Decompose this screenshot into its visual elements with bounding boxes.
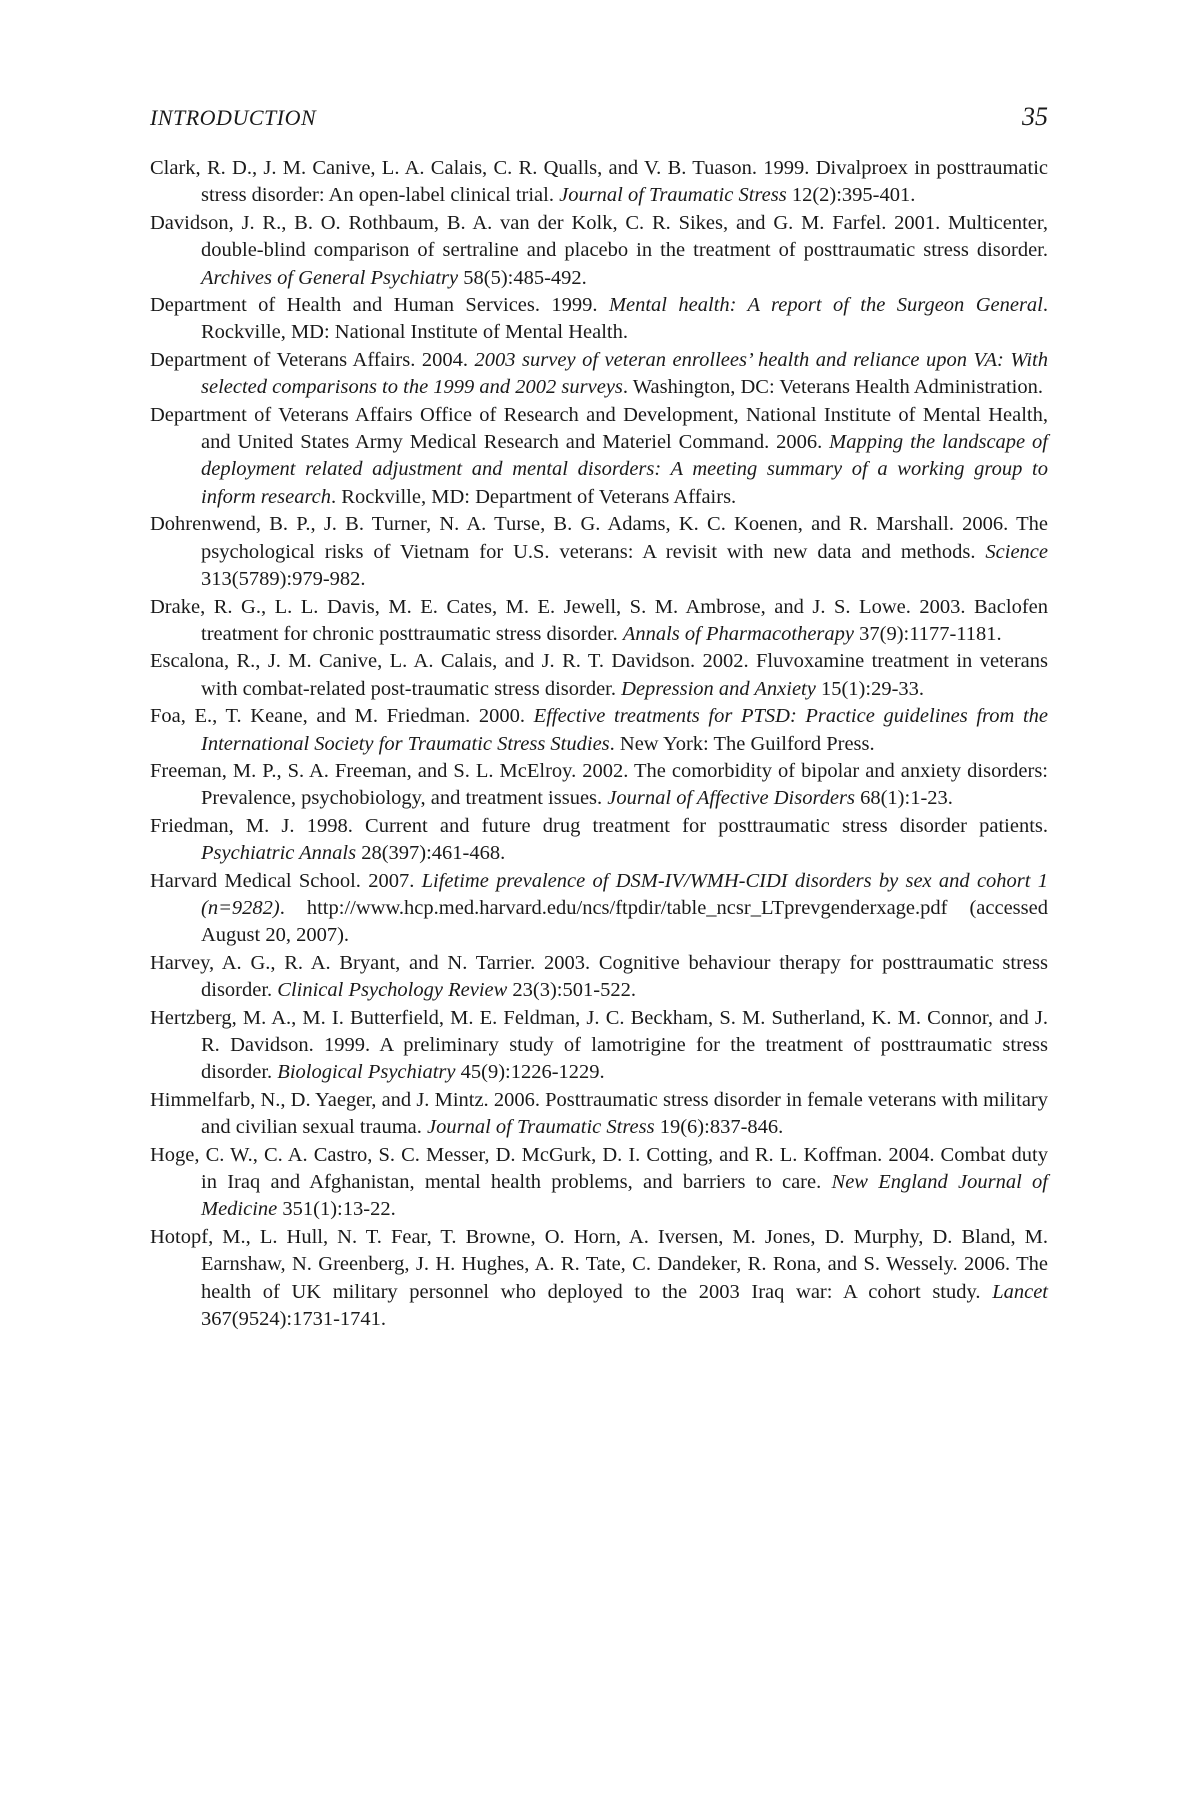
reference-details: 45(9):1226-1229. bbox=[455, 1061, 605, 1084]
reference-entry bbox=[150, 594, 1048, 649]
reference-source: Science bbox=[985, 540, 1048, 563]
reference-source: Effective treatments for PTSD: Practice guidelines from the International Society for Traumatic Stress Studies bbox=[201, 705, 1048, 755]
reference-entry bbox=[150, 1224, 1048, 1334]
reference-text: Department of Health and Human Services. 1999. bbox=[150, 294, 609, 317]
reference-source: Annals of Pharmacotherapy bbox=[622, 622, 855, 645]
reference-entry bbox=[150, 950, 1048, 1005]
reference-details: . New York: The Guilford Press. bbox=[609, 732, 875, 755]
reference-text: Dohrenwend, B. P., J. B. Turner, N. A. Turse, B. G. Adams, K. C. Koenen, and R. Marshall. 2006. The psychological risks of Vietnam for U.S. veterans: A revisit with new data and methods. bbox=[150, 513, 1048, 563]
reference-text: Department of Veterans Affairs. 2004. bbox=[150, 348, 475, 371]
reference-source: Psychiatric Annals bbox=[201, 842, 357, 865]
reference-source: Mapping the landscape of deployment related adjustment and mental disorders: A meeting summary of a working group to inform research bbox=[201, 431, 1048, 508]
reference-details: . Washington, DC: Veterans Health Administration. bbox=[622, 376, 1043, 399]
reference-details: 351(1):13-22. bbox=[277, 1198, 396, 1221]
reference-source: Journal of Affective Disorders bbox=[607, 787, 855, 810]
reference-text: Foa, E., T. Keane, and M. Friedman. 2000. bbox=[150, 705, 534, 728]
reference-list bbox=[150, 155, 1048, 1333]
reference-details: 15(1):29-33. bbox=[815, 677, 925, 700]
reference-entry bbox=[150, 1087, 1048, 1142]
page-number: 35 bbox=[1022, 102, 1048, 131]
reference-source: Journal of Traumatic Stress bbox=[427, 1116, 655, 1139]
reference-text: Hoge, C. W., C. A. Castro, S. C. Messer, D. McGurk, D. I. Cotting, and R. L. Koffman. 2004. Combat duty in Iraq and Afghanistan, mental health problems, and barriers to care. bbox=[150, 1143, 1048, 1194]
reference-entry bbox=[150, 648, 1048, 703]
reference-text: Himmelfarb, N., D. Yaeger, and J. Mintz. 2006. Posttraumatic stress disorder in female veterans with military and civilian sexual trauma. bbox=[150, 1088, 1048, 1139]
reference-entry bbox=[150, 210, 1048, 292]
reference-text: Davidson, J. R., B. O. Rothbaum, B. A. van der Kolk, C. R. Sikes, and G. M. Farfel. 2001. Multicenter, double-blind comparison of sertraline and placebo in the treatment of posttraumatic stress disorder. bbox=[150, 211, 1048, 262]
reference-source: Mental health: A report of the Surgeon General bbox=[608, 294, 1043, 317]
reference-source: Lancet bbox=[992, 1280, 1048, 1303]
reference-source: Depression and Anxiety bbox=[621, 677, 816, 700]
reference-text: Escalona, R., J. M. Canive, L. A. Calais, and J. R. T. Davidson. 2002. Fluvoxamine treatment in veterans with combat-related post-traumatic stress disorder. bbox=[150, 650, 1048, 700]
reference-entry bbox=[150, 1005, 1048, 1087]
reference-source: Biological Psychiatry bbox=[277, 1061, 456, 1084]
reference-details: 58(5):485-492. bbox=[458, 266, 587, 289]
reference-text: Harvey, A. G., R. A. Bryant, and N. Tarrier. 2003. Cognitive behaviour therapy for posttraumatic stress disorder. bbox=[150, 951, 1048, 1002]
reference-entry bbox=[150, 511, 1048, 593]
document-page bbox=[150, 102, 1048, 1333]
reference-source: New England Journal of Medicine bbox=[201, 1171, 1048, 1221]
reference-details: . Rockville, MD: Department of Veterans Affairs. bbox=[331, 485, 737, 508]
reference-details: 367(9524):1731-1741. bbox=[201, 1308, 387, 1331]
section-title: INTRODUCTION bbox=[150, 105, 317, 130]
reference-text: Department of Veterans Affairs Office of Research and Development, National Institute of Mental Health, and United States Army Medical Research and Materiel Command. 2006. bbox=[150, 403, 1048, 454]
reference-source: Lifetime prevalence of DSM-IV/WMH-CIDI disorders by sex and cohort 1 (n=9282) bbox=[201, 869, 1048, 919]
reference-details: . http://www.hcp.med.harvard.edu/ncs/ftpdir/table_ncsr_LTprevgenderxage.pdf (accessed August 20, 2007). bbox=[201, 896, 1048, 947]
reference-entry bbox=[150, 1142, 1048, 1224]
reference-details: 23(3):501-522. bbox=[507, 979, 636, 1002]
reference-details: 12(2):395-401. bbox=[786, 184, 916, 207]
reference-entry bbox=[150, 813, 1048, 868]
reference-text: Clark, R. D., J. M. Canive, L. A. Calais, C. R. Qualls, and V. B. Tuason. 1999. Divalproex in posttraumatic stress disorder: An open-label clinical trial. bbox=[150, 157, 1048, 207]
reference-text: Friedman, M. J. 1998. Current and future drug treatment for posttraumatic stress disorder patients. bbox=[150, 814, 1048, 837]
reference-entry bbox=[150, 292, 1048, 347]
reference-entry bbox=[150, 868, 1048, 950]
reference-entry bbox=[150, 758, 1048, 813]
reference-details: 68(1):1-23. bbox=[854, 787, 953, 810]
reference-entry bbox=[150, 155, 1048, 210]
reference-details: 313(5789):979-982. bbox=[201, 568, 366, 591]
reference-details: . Rockville, MD: National Institute of Mental Health. bbox=[201, 294, 1048, 344]
reference-source: Journal of Traumatic Stress bbox=[559, 184, 787, 207]
reference-text: Hotopf, M., L. Hull, N. T. Fear, T. Browne, O. Horn, A. Iversen, M. Jones, D. Murphy, D. Bland, M. Earnshaw, N. Greenberg, J. H. Hughes, A. R. Tate, C. Dandeker, R. Rona, and S. Wessely. 2006. The health of UK military personnel who deployed to the 2003 Iraq war: A cohort study. bbox=[150, 1225, 1048, 1303]
reference-source: 2003 survey of veteran enrollees’ health and reliance upon VA: With selected comparisons to the 1999 and 2002 surveys bbox=[201, 348, 1049, 399]
reference-details: 28(397):461-468. bbox=[356, 842, 506, 865]
running-header bbox=[150, 102, 1048, 132]
reference-source: Archives of General Psychiatry bbox=[201, 266, 459, 289]
reference-details: 19(6):837-846. bbox=[654, 1116, 784, 1139]
reference-text: Harvard Medical School. 2007. bbox=[150, 869, 422, 892]
reference-entry bbox=[150, 347, 1048, 402]
reference-text: Drake, R. G., L. L. Davis, M. E. Cates, M. E. Jewell, S. M. Ambrose, and J. S. Lowe. 2003. Baclofen treatment for chronic posttraumatic stress disorder. bbox=[150, 595, 1048, 645]
reference-text: Freeman, M. P., S. A. Freeman, and S. L. McElroy. 2002. The comorbidity of bipolar and anxiety disorders: Prevalence, psychobiology, and treatment issues. bbox=[150, 759, 1048, 810]
reference-entry bbox=[150, 703, 1048, 758]
reference-entry bbox=[150, 402, 1048, 512]
reference-text: Hertzberg, M. A., M. I. Butterfield, M. E. Feldman, J. C. Beckham, S. M. Sutherland, K. M. Connor, and J. R. Davidson. 1999. A preliminary study of lamotrigine for the treatment of posttraumatic stress disorder. bbox=[150, 1006, 1048, 1084]
reference-source: Clinical Psychology Review bbox=[277, 979, 508, 1002]
reference-details: 37(9):1177-1181. bbox=[854, 622, 1002, 645]
